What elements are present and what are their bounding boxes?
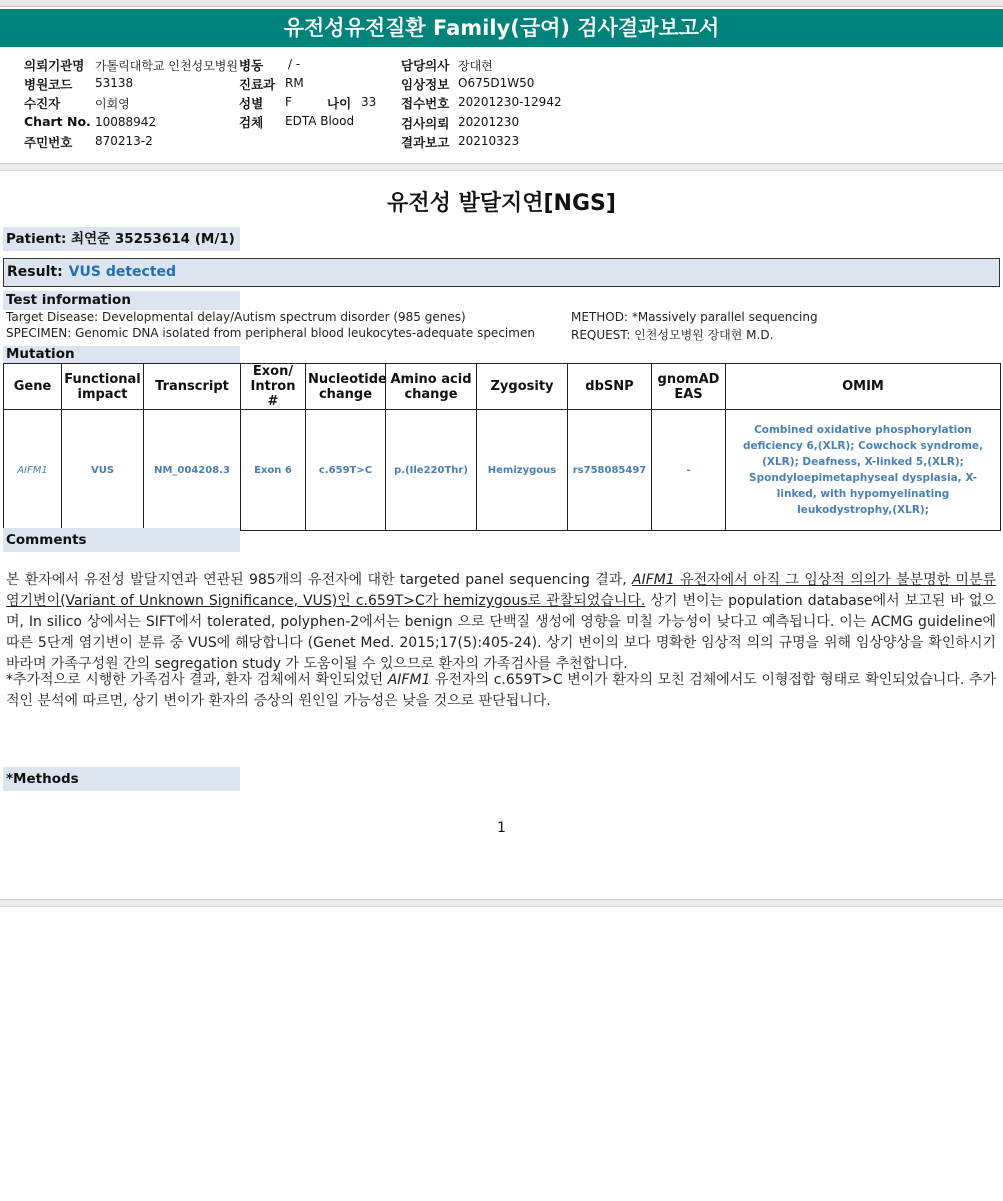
comment-2-body: 유전자의 c.659T>C 변이가 환자의 모친 검체에서도 이형접합 형태로 확인되었습니다. 추가적인 분석에 따르면, 상기 변이가 환자의 증상의 원인일 가능성은 낮을 것으로 판단됩니다. — [6, 672, 997, 709]
page-divider — [0, 899, 1003, 907]
receipt-label: 접수번호 — [401, 96, 450, 111]
cell-gene: AIFM1 — [4, 410, 62, 531]
report-banner: 유전성유전질환 Family(급여) 검사결과보고서 — [0, 9, 1003, 47]
age-value: 33 — [361, 95, 377, 109]
doctor-label: 담당의사 — [401, 58, 450, 73]
comments-heading: Comments — [3, 528, 240, 552]
method: METHOD: *Massively parallel sequencing — [571, 310, 818, 324]
col-gene: Gene — [4, 364, 62, 410]
recipient-label: 수진자 — [24, 96, 61, 111]
comment-1-gene: AIFM1 — [632, 572, 675, 588]
cell-zygosity: Hemizygous — [477, 410, 568, 531]
col-transcript: Transcript — [144, 364, 241, 410]
specimen-label: 검체 — [239, 115, 264, 130]
chart-no-value: 10088942 — [95, 115, 157, 129]
id-label: 주민번호 — [24, 135, 73, 150]
col-gnomad: gnomAD EAS — [652, 364, 726, 410]
table-header-row — [4, 364, 1001, 410]
cell-transcript: NM_004208.3 — [144, 410, 241, 531]
dept-value: RM — [285, 76, 304, 90]
cell-gnomad: - — [652, 410, 726, 531]
target-disease: Target Disease: Developmental delay/Autism spectrum disorder (985 genes) — [6, 310, 466, 324]
result-box — [3, 258, 1000, 287]
comment-paragraph-1 — [6, 570, 996, 675]
hospital-code-label: 병원코드 — [24, 77, 73, 92]
recipient-value: 이회영 — [95, 97, 130, 111]
comment-2-gene: AIFM1 — [387, 672, 431, 688]
page-title: 유전성 발달지연[NGS] — [387, 191, 616, 216]
institution-label: 의뢰기관명 — [24, 58, 85, 73]
report-date-value: 20210323 — [458, 134, 520, 148]
comment-paragraph-2 — [6, 670, 996, 712]
col-dbsnp: dbSNP — [568, 364, 652, 410]
report-date-label: 결과보고 — [401, 135, 450, 150]
cell-exon: Exon 6 — [241, 410, 306, 531]
cell-amino-acid: p.(Ile220Thr) — [386, 410, 477, 531]
cell-omim: Combined oxidative phosphorylation deficiency 6,(XLR); Cowchock syndrome,(XLR); Deafness, X-linked 5,(XLR); Spondyloepimetaphyseal dysplasia, X-linked, with hypomyelinating leukodystrophy,(XLR); — [726, 410, 1001, 531]
request-date-value: 20201230 — [458, 115, 520, 129]
specimen-info: SPECIMEN: Genomic DNA isolated from peripheral blood leukocytes-adequate specimen — [6, 326, 535, 340]
report-header — [0, 56, 1003, 156]
id-value: 870213-2 — [95, 134, 153, 148]
mutation-table — [3, 363, 1001, 531]
patient-heading: Patient: 최연준 35253614 (M/1) — [3, 227, 240, 251]
col-functional-impact: Functional impact — [62, 364, 144, 410]
comment-2-intro: *추가적으로 시행한 가족검사 결과, 환자 검체에서 확인되었던 — [6, 672, 388, 688]
cell-functional-impact: VUS — [62, 410, 144, 531]
request-date-label: 검사의뢰 — [401, 116, 450, 131]
table-row — [4, 410, 1001, 531]
test-info-heading: Test information — [3, 291, 240, 310]
hospital-code-value: 53138 — [95, 76, 134, 90]
specimen-value: EDTA Blood — [285, 114, 355, 128]
top-border — [0, 0, 1003, 7]
col-exon: Exon/ Intron # — [241, 364, 306, 410]
doctor-value: 장대현 — [458, 59, 493, 73]
chart-no-label: Chart No. — [24, 114, 91, 129]
receipt-value: 20201230-12942 — [458, 95, 562, 109]
cell-nucleotide: c.659T>C — [306, 410, 386, 531]
institution-value: 가톨릭대학교 인천성모병원 — [95, 59, 238, 73]
clinical-label: 임상정보 — [401, 77, 450, 92]
ward-label: 병동 — [239, 58, 264, 73]
section-divider — [0, 163, 1003, 171]
mutation-heading: Mutation — [3, 346, 240, 363]
col-nucleotide: Nucleotide change — [306, 364, 386, 410]
ward-value: / - — [288, 57, 301, 71]
result-label: Result: — [7, 264, 63, 280]
request-info: REQUEST: 인천성모병원 장대현 M.D. — [571, 328, 774, 342]
col-amino-acid: Amino acid change — [386, 364, 477, 410]
result-value: VUS detected — [68, 264, 177, 280]
clinical-value: O675D1W50 — [458, 76, 535, 90]
comment-1-finding: 유전자에서 아직 그 임상적 의의가 불분명한 미분류 염기변이(Variant of Unknown Significance, VUS)인 c.659T>C가 hemizygous로 관찰되었습니다. — [6, 572, 997, 609]
sex-value: F — [285, 95, 292, 109]
page-number: 1 — [497, 820, 506, 836]
dept-label: 진료과 — [239, 77, 276, 92]
comment-1-body: 상기 변이는 population database에서 보고된 바 없으며, In silico 상에서는 SIFT에서 tolerated, polyphen-2에서는 benign 으로 단백질 생성에 영향을 미칠 가능성이 낮다고 예측됩니다. 이는 ACMG guideline에 따른 5단계 염기변이 분류 중 VUS에 해당합니다 (Genet Med. 2015;17(5):405-24). 상기 변이의 보다 명확한 임상적 의의 규명을 위해 임상양상을 확인하시기 바라며 가족구성원 간의 segregation study 가 도움이될 수 있으므로 환자의 가족검사를 추천합니다. — [6, 593, 996, 672]
methods-heading: *Methods — [3, 767, 240, 791]
cell-dbsnp: rs758085497 — [568, 410, 652, 531]
age-label: 나이 — [327, 96, 352, 111]
sex-label: 성별 — [239, 96, 264, 111]
comment-1-intro: 본 환자에서 유전성 발달지연과 연관된 985개의 유전자에 대한 targeted panel sequencing 결과, — [6, 572, 633, 588]
col-omim: OMIM — [726, 364, 1001, 410]
col-zygosity: Zygosity — [477, 364, 568, 410]
